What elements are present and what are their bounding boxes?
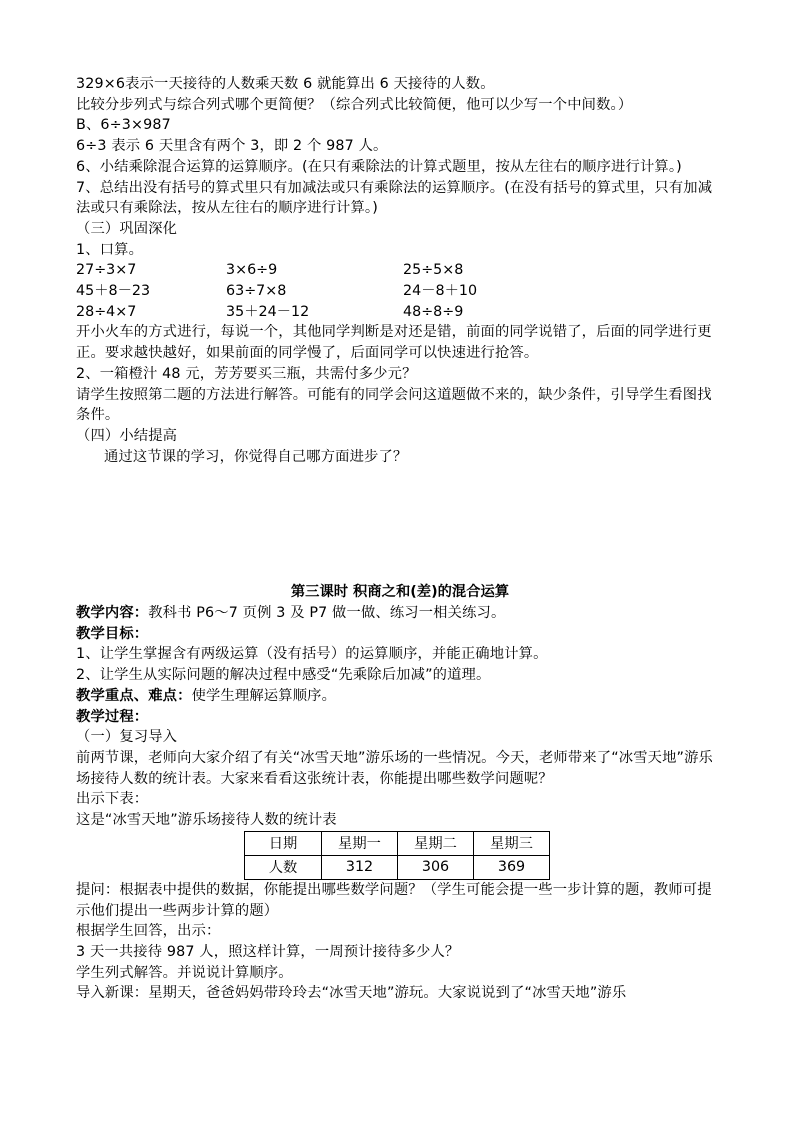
table-header-cell: 星期一: [322, 831, 398, 855]
section-heading: （三）巩固深化: [76, 220, 178, 237]
document-page: [76, 74, 724, 1004]
oral-calc-item: 28÷4×7: [76, 303, 137, 320]
summary-item-7: 7、总结出没有括号的算式里只有加减法或只有乘除法的运算顺序。(在没有括号的算式里，只有加减法或只有乘除法，按从左往右的顺序进行计算。): [76, 179, 713, 217]
text-line: 比较分步列式与综合列式哪个更简便？（综合列式比较简便，他可以少写一个中间数。）: [76, 96, 633, 113]
table-row: [245, 855, 550, 879]
table-header-row: [245, 831, 550, 855]
table-header-cell: 星期三: [474, 831, 550, 855]
oral-calc-item: 3×6÷9: [226, 262, 278, 279]
content-label: 教学内容：: [76, 605, 149, 622]
text-line: 3 天一共接待 987 人，照这样计算，一周预计接待多少人？: [76, 943, 460, 960]
exercise-heading: 1、口算。: [76, 241, 144, 258]
oral-calc-item: 24－8＋10: [403, 283, 478, 300]
text-line: 根据学生回答，出示：: [76, 923, 221, 940]
table-cell: 312: [322, 855, 398, 879]
text-line: B、6÷3×987: [76, 117, 171, 134]
spacer: [76, 467, 724, 582]
goal-item: 2、让学生从实际问题的解决过程中感受“先乘除后加减”的道理。: [76, 667, 491, 684]
paragraph: 前两节课，老师向大家介绍了有关“冰雪天地”游乐场的一些情况。今天，老师带来了“冰雪天地”游乐场接待人数的统计表。大家来看看这张统计表，你能提出哪些数学问题呢？: [76, 749, 713, 787]
text-line: 329×6表示一天接待的人数乘天数 6 就能算出 6 天接待的人数。: [76, 76, 495, 92]
table-cell: 369: [474, 855, 550, 879]
oral-calc-item: 63÷7×8: [226, 283, 287, 300]
paragraph: 提问：根据表中提供的数据，你能提出哪些数学问题？（学生可能会提一些一步计算的题，教师可提示他们提出一些两步计算的题）: [76, 881, 712, 919]
goals-label: 教学目标：: [76, 625, 149, 642]
text-line: 出示下表：: [76, 791, 149, 808]
text-line: 学生列式解答。并说说计算顺序。: [76, 964, 293, 981]
summary-item-6: 6、小结乘除混合运算的运算顺序。(在只有乘除法的计算式题里，按从左往右的顺序进行计算。): [76, 158, 682, 175]
process-label: 教学过程：: [76, 708, 149, 725]
key-line: [76, 686, 724, 707]
text-line: 导入新课：星期天，爸爸妈妈带玲玲去“冰雪天地”游玩。大家说说到了“冰雪天地”游乐: [76, 985, 627, 1002]
table-header-cell: 日期: [245, 831, 322, 855]
key-label: 教学重点、难点：: [76, 687, 192, 704]
key-text: 使学生理解运算顺序。: [191, 687, 337, 704]
oral-calc-row: [76, 302, 724, 323]
section-heading: （一）复习导入: [76, 729, 178, 746]
section-heading: （四）小结提高: [76, 427, 178, 444]
table-header-cell: 星期二: [398, 831, 474, 855]
content-line: [76, 603, 724, 624]
oral-calc-grid: [76, 260, 724, 322]
lesson-title: 第三课时 积商之和(差)的混合运算: [290, 584, 510, 601]
oral-calc-item: 45＋8－23: [76, 283, 151, 300]
oral-calc-row: [76, 260, 724, 281]
oral-calc-row: [76, 281, 724, 302]
visitor-stats-table: [244, 831, 550, 880]
oral-calc-item: 48÷8÷9: [403, 303, 464, 320]
table-cell: 306: [398, 855, 474, 879]
goal-item: 1、让学生掌握含有两级运算（没有括号）的运算顺序，并能正确地计算。: [76, 646, 548, 663]
oral-calc-item: 27÷3×7: [76, 262, 137, 279]
oral-calc-item: 25÷5×8: [403, 262, 464, 279]
paragraph: 开小火车的方式进行，每说一个，其他同学判断是对还是错，前面的同学说错了，后面的同学进行更正。要求越快越好，如果前面的同学慢了，后面同学可以快速进行抢答。: [76, 324, 712, 362]
word-problem: 2、一箱橙汁 48 元，芳芳要买三瓶，共需付多少元？: [76, 365, 417, 382]
paragraph: 通过这节课的学习，你觉得自己哪方面进步了？: [104, 448, 408, 465]
oral-calc-item: 35＋24－12: [226, 303, 310, 320]
content-text: 教科书 P6～7 页例 3 及 P7 做一做、练习一相关练习。: [148, 605, 506, 622]
text-line: 6÷3 表示 6 天里含有两个 3，即 2 个 987 人。: [76, 138, 388, 155]
table-caption: 这是“冰雪天地”游乐场接待人数的统计表: [76, 812, 337, 829]
table-cell: 人数: [245, 855, 322, 879]
paragraph: 请学生按照第二题的方法进行解答。可能有的同学会问这道题做不来的，缺少条件，引导学生看图找条件。: [76, 386, 712, 424]
